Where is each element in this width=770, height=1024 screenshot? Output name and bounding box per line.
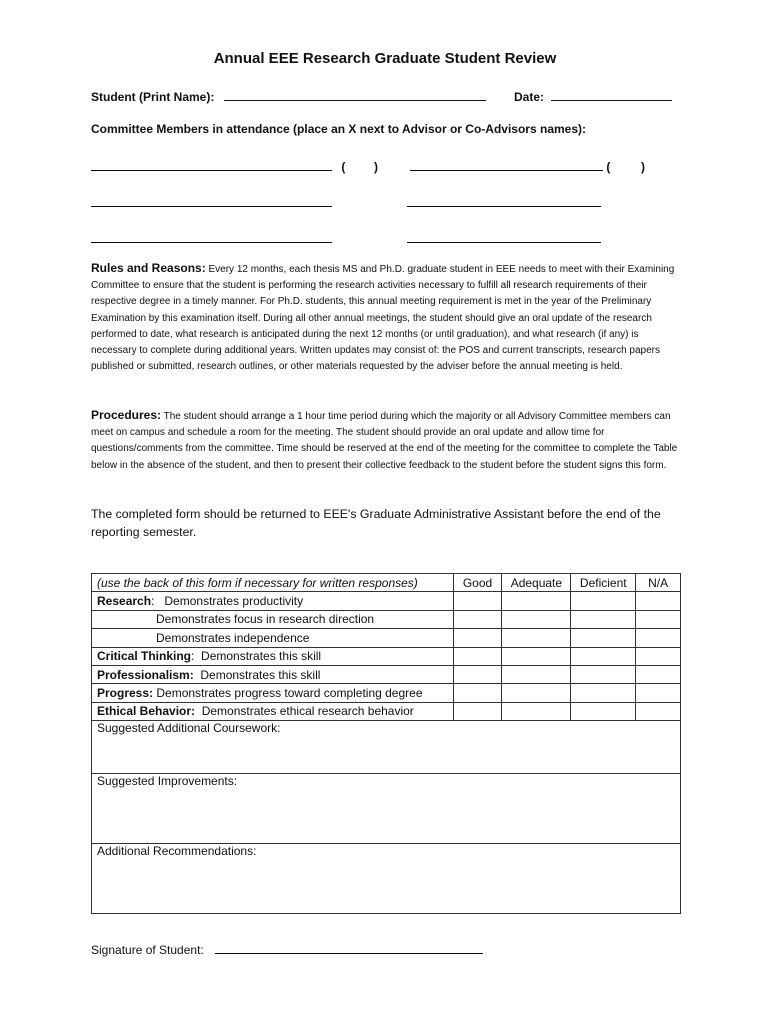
committee-member-4 (407, 194, 601, 210)
student-name-row (91, 88, 486, 104)
rating-cell-good[interactable] (453, 684, 502, 702)
criterion-description: Demonstrates ethical research behavior (195, 704, 414, 719)
rating-cell-deficient[interactable] (571, 702, 636, 720)
rating-cell-deficient[interactable] (571, 629, 636, 647)
criterion-description: Demonstrates focus in research direction (156, 612, 375, 627)
committee-member-5 (91, 230, 332, 246)
criterion-name: Ethical Behavior: (97, 704, 196, 719)
signature-row (91, 941, 483, 957)
rating-cell-good[interactable] (453, 610, 502, 628)
table-row (92, 665, 681, 683)
rating-cell-adequate[interactable] (502, 647, 571, 665)
table-row (92, 610, 681, 628)
rating-cell-good[interactable] (453, 647, 502, 665)
review-table (91, 573, 681, 914)
criterion-description: Demonstrates this skill (194, 649, 322, 664)
table-row (92, 684, 681, 702)
committee-member-5-field[interactable] (91, 230, 332, 243)
advisor-mark-close: ) (374, 160, 379, 174)
coursework-field[interactable] (92, 721, 681, 774)
criterion-description: Demonstrates independence (156, 630, 310, 645)
committee-member-2-field[interactable] (410, 158, 603, 171)
coursework-row (92, 721, 681, 774)
criterion-cell (92, 592, 454, 610)
signature-field[interactable] (215, 941, 483, 954)
criterion-cell (92, 665, 454, 683)
rating-cell-deficient[interactable] (571, 592, 636, 610)
criterion-separator: : (151, 594, 155, 609)
table-header-row (92, 574, 681, 592)
date-field[interactable] (551, 88, 672, 101)
criterion-name: Progress: (97, 686, 154, 701)
rating-cell-adequate[interactable] (502, 610, 571, 628)
column-deficient: Deficient (571, 574, 636, 592)
procedures-heading: Procedures: (91, 408, 162, 422)
recommendations-row (92, 844, 681, 914)
rating-cell-good[interactable] (453, 629, 502, 647)
criterion-cell (92, 702, 454, 720)
form-title: Annual EEE Research Graduate Student Review (213, 50, 557, 67)
procedures-paragraph (91, 407, 683, 474)
rules-text: Every 12 months, each thesis MS and Ph.D. graduate student in EEE needs to meet with their Examining Committee to ensure that the student is performing the research activities necessary to fulfill all research requirements of their respective degree in a timely manner. For Ph.D. students, this annual meeting requirement is met in the year of the Preliminary Examination by this examination itself. During all other annual meetings, the student should give an oral update of the research performed to date, what research is anticipated during the next 12 months (or until graduation), and what research (if any) is necessary to complete during additional years. Written updates may consist of: the POS and current transcripts, research papers published or submitted, research outlines, or other materials requested by the adviser before the annual meeting is held. (91, 264, 675, 373)
criterion-description: Demonstrates progress toward completing degree (153, 686, 423, 701)
student-name-label: Student (Print Name): (91, 90, 215, 104)
criterion-cell (92, 629, 454, 647)
rating-cell-deficient[interactable] (571, 610, 636, 628)
committee-member-4-field[interactable] (407, 194, 601, 207)
return-note: The completed form should be returned to EEE's Graduate Administrative Assistant before the end of the reporting semester. (91, 507, 661, 539)
rules-paragraph (91, 260, 683, 375)
criterion-cell (92, 610, 454, 628)
rating-cell-deficient[interactable] (571, 684, 636, 702)
date-label: Date: (514, 90, 545, 104)
rating-cell-deficient[interactable] (571, 665, 636, 683)
rating-cell-adequate[interactable] (502, 684, 571, 702)
improvements-field[interactable] (92, 774, 681, 844)
table-header-note: (use the back of this form if necessary for written responses) (92, 574, 454, 592)
criterion-separator: : (191, 649, 195, 664)
committee-member-3-field[interactable] (91, 194, 332, 207)
advisor-mark-open-2: ( (606, 160, 611, 174)
criterion-name: Critical Thinking (97, 649, 192, 664)
table-row (92, 592, 681, 610)
criterion-name: Professionalism: (97, 667, 194, 682)
column-na: N/A (636, 574, 681, 592)
criterion-cell (92, 647, 454, 665)
committee-member-3 (91, 194, 332, 210)
student-name-field[interactable] (224, 88, 486, 101)
date-row (514, 88, 672, 104)
rating-cell-good[interactable] (453, 665, 502, 683)
table-row (92, 702, 681, 720)
table-row (92, 629, 681, 647)
rating-cell-deficient[interactable] (571, 647, 636, 665)
rating-cell-adequate[interactable] (502, 592, 571, 610)
advisor-mark-open: ( (341, 160, 346, 174)
committee-member-1 (91, 158, 378, 174)
rating-cell-na[interactable] (636, 592, 681, 610)
column-good: Good (453, 574, 502, 592)
procedures-text: The student should arrange a 1 hour time period during which the majority or all Advisory Committee members can meet on campus and schedule a room for the meeting. The student should provide an oral update and allow time for questions/comments from the committee. Time should be reserved at the end of the meeting for the committee to complete the Table below in the absence of the student, and then to present their collective feedback to the student before the student signs this form. (91, 411, 678, 471)
coursework-label: Suggested Additional Coursework: (97, 721, 281, 736)
improvements-label: Suggested Improvements: (97, 774, 238, 789)
rating-cell-na[interactable] (636, 684, 681, 702)
criterion-description: Demonstrates productivity (154, 594, 304, 609)
rating-cell-na[interactable] (636, 629, 681, 647)
criterion-cell (92, 684, 454, 702)
committee-member-2 (410, 158, 645, 174)
signature-label: Signature of Student: (91, 943, 204, 957)
rating-cell-na[interactable] (636, 610, 681, 628)
committee-label: Committee Members in attendance (place an X next to Advisor or Co-Advisors names): (91, 122, 586, 136)
rating-cell-adequate[interactable] (502, 665, 571, 683)
table-row (92, 647, 681, 665)
improvements-row (92, 774, 681, 844)
rating-cell-good[interactable] (453, 592, 502, 610)
criterion-name: Research (97, 594, 152, 609)
rating-cell-na[interactable] (636, 665, 681, 683)
recommendations-label: Additional Recommendations: (97, 844, 257, 859)
criterion-description: Demonstrates this skill (193, 667, 321, 682)
rating-cell-good[interactable] (453, 702, 502, 720)
rating-cell-na[interactable] (636, 647, 681, 665)
rating-cell-adequate[interactable] (502, 702, 571, 720)
column-adequate: Adequate (502, 574, 571, 592)
committee-member-6 (407, 230, 601, 246)
committee-member-1-field[interactable] (91, 158, 332, 171)
rules-heading: Rules and Reasons: (91, 261, 206, 275)
committee-member-6-field[interactable] (407, 230, 601, 243)
rating-cell-adequate[interactable] (502, 629, 571, 647)
recommendations-field[interactable] (92, 844, 681, 914)
rating-cell-na[interactable] (636, 702, 681, 720)
advisor-mark-close-2: ) (641, 160, 646, 174)
